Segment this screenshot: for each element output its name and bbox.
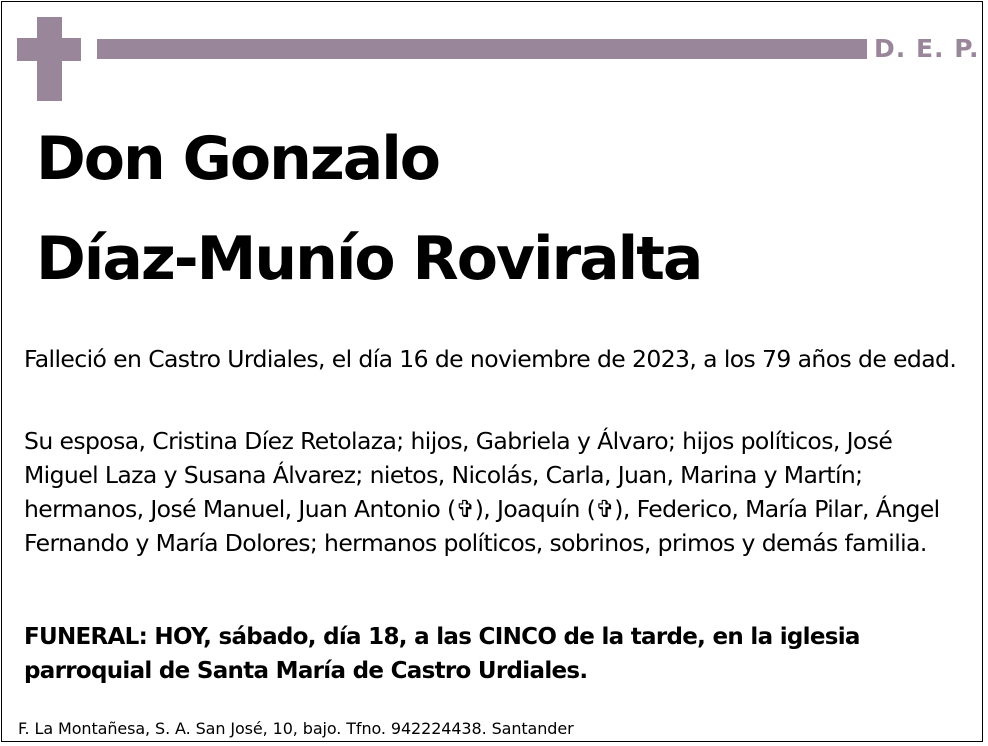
deceased-name-line1: Don Gonzalo xyxy=(36,124,440,194)
header-divider-bar xyxy=(97,39,867,59)
deceased-name-line2: Díaz-Munío Roviralta xyxy=(36,224,702,294)
death-details-paragraph: Falleció en Castro Urdiales, el día 16 de noviembre de 2023, a los 79 años de edad. xyxy=(24,345,957,373)
funeral-paragraph: FUNERAL: HOY, sábado, día 18, a las CINCO de la tarde, en la iglesia parroquial de Santa María de Castro Urdiales. xyxy=(24,624,860,684)
dep-label: D. E. P. xyxy=(874,34,980,63)
cross-horizontal-bar xyxy=(17,38,81,61)
funeral-home-footer: F. La Montañesa, S. A. San José, 10, bajo. Tfno. 942224438. Santander xyxy=(18,719,574,738)
family-paragraph: Su esposa, Cristina Díez Retolaza; hijos, Gabriela y Álvaro; hijos políticos, José Miguel Laza y Susana Álvarez; nietos, Nicolás, Carla, Juan, Marina y Martín; hermanos, José Manuel, Juan Antonio (✞), Joaquín (✞), Federico, María Pilar, Ángel Fernando y María Dolores; hermanos políticos, sobrinos, primos y demás familia. xyxy=(24,427,940,557)
